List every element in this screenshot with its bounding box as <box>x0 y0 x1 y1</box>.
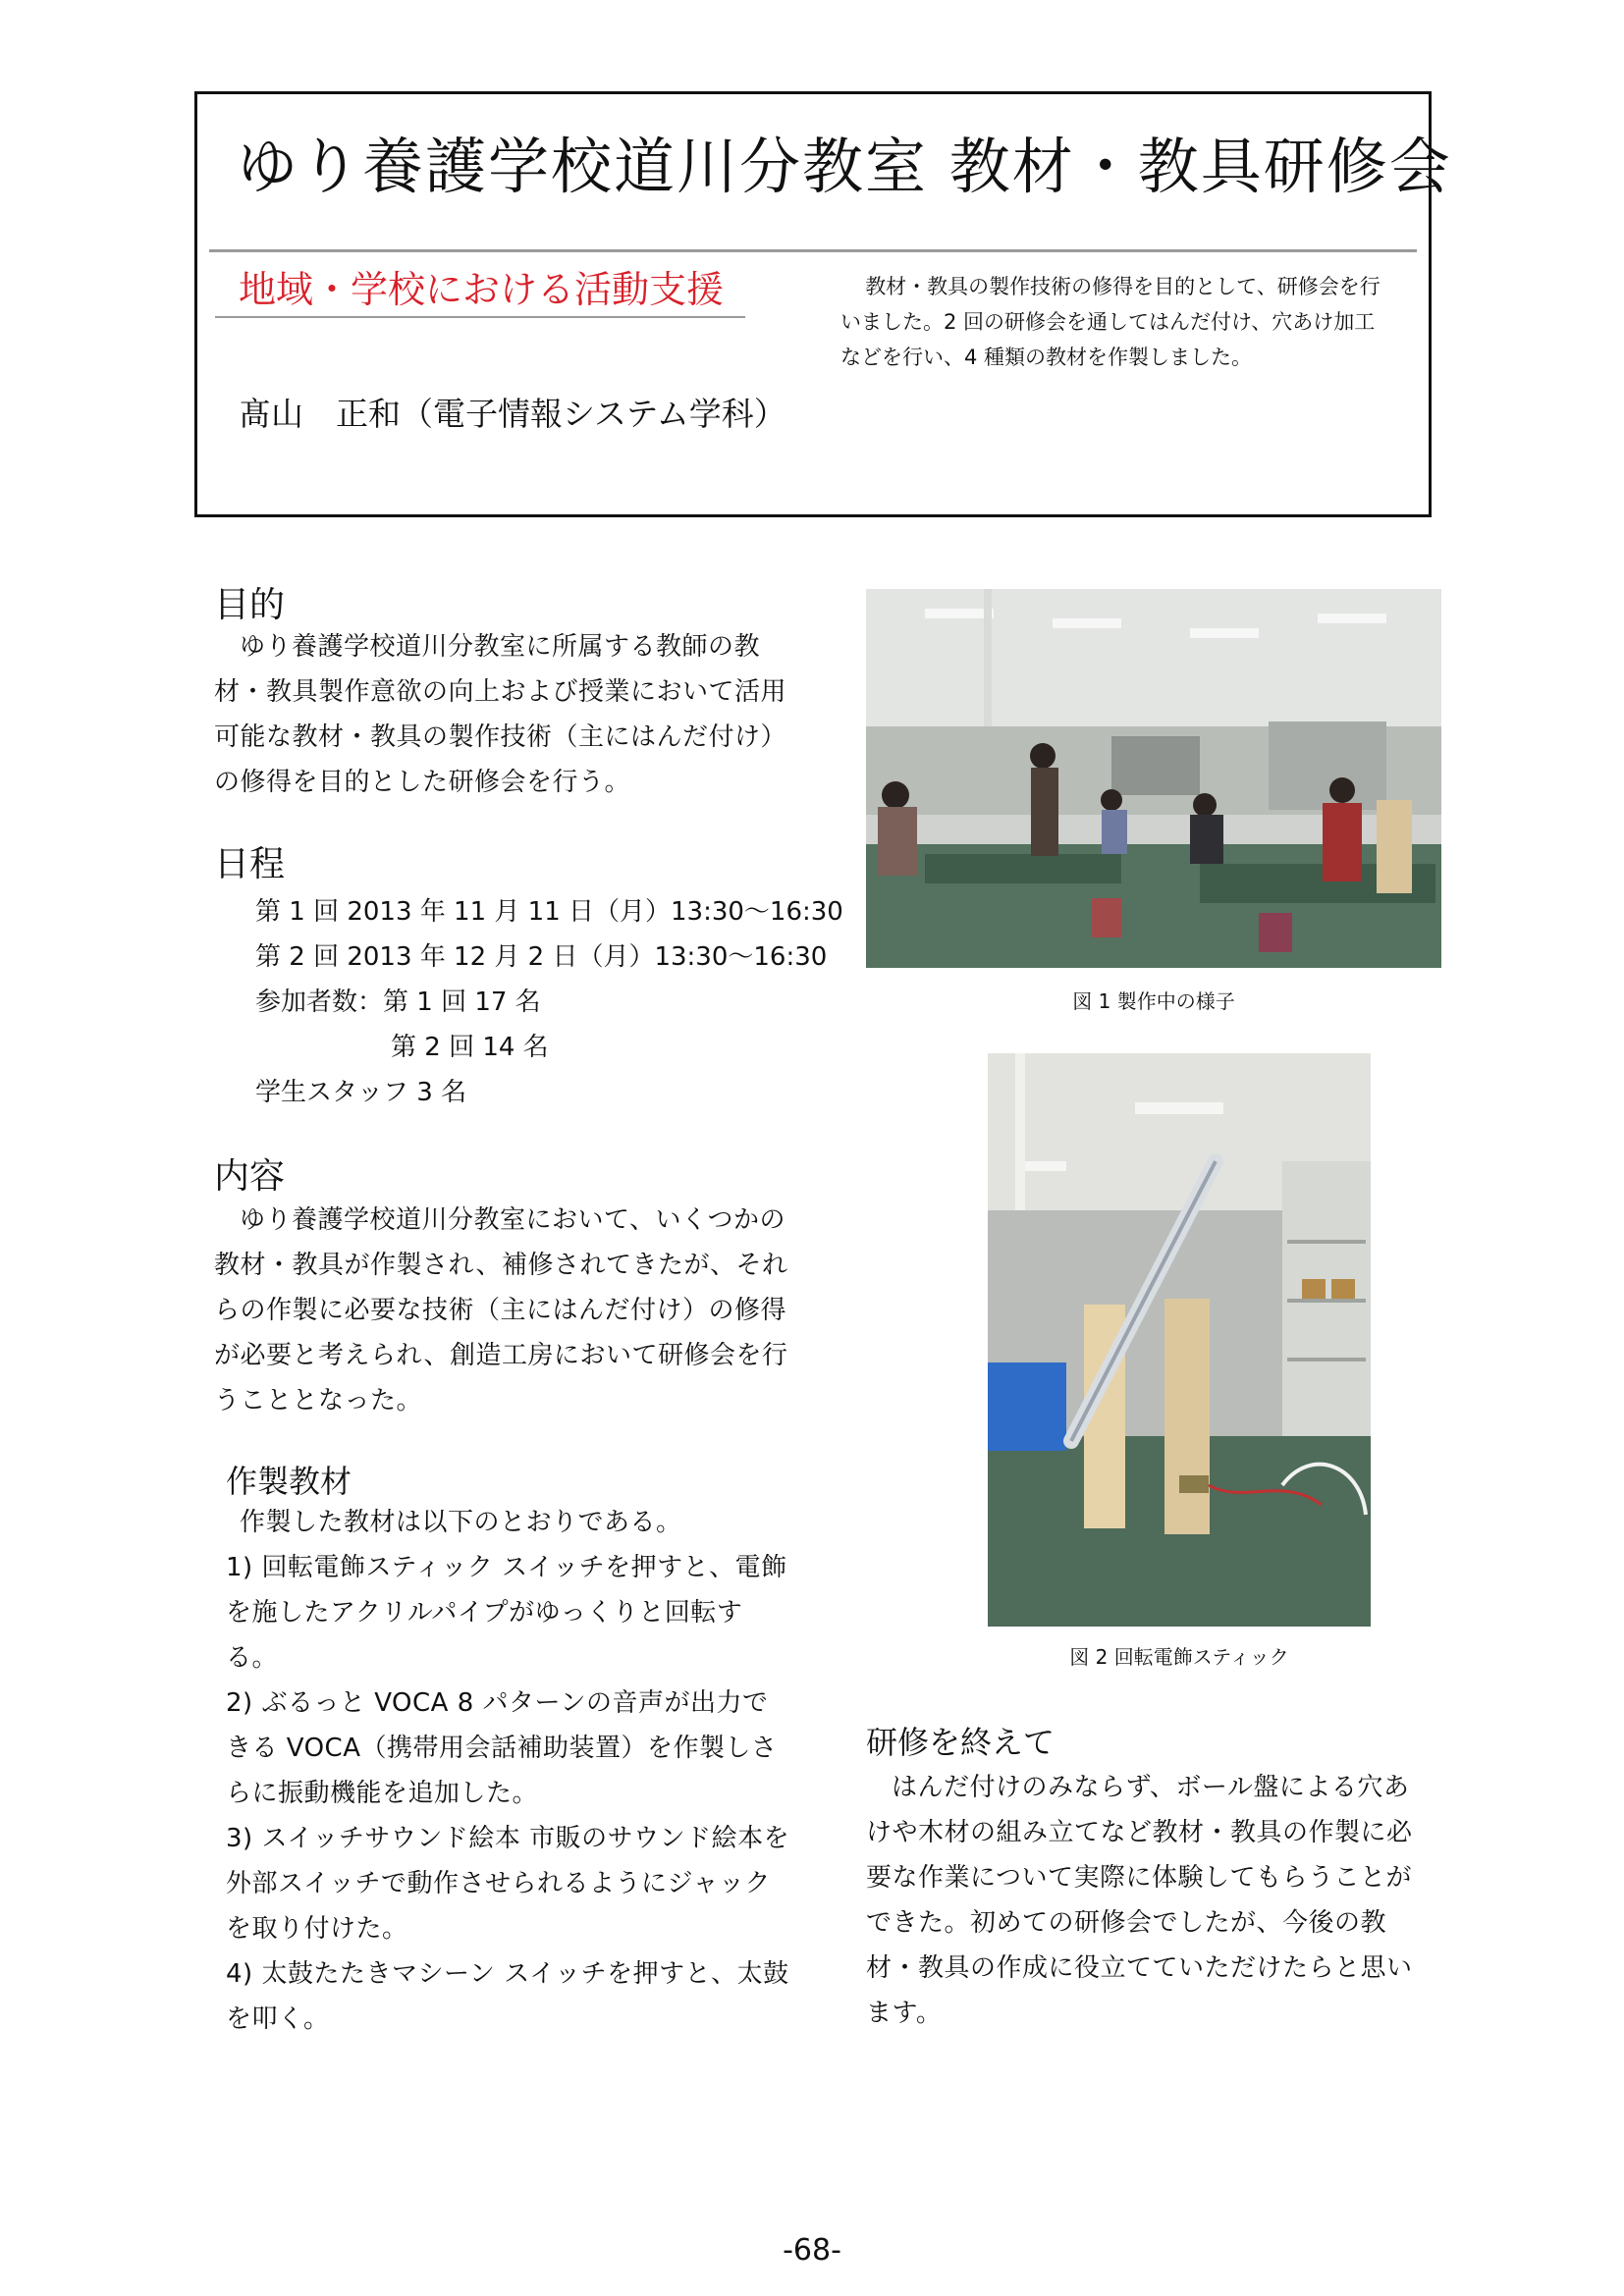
materials-intro: 作製した教材は以下のとおりである。 <box>240 1508 682 1537</box>
page-number: -68- <box>783 2233 841 2268</box>
schedule-session-1: 第 1 回 2013 年 11 月 11 日（月）13:30〜16:30 <box>255 897 843 927</box>
participants-first: 参加者数：第 1 回 17 名 <box>255 988 541 1017</box>
figure-2-caption: 図 2 回転電飾スティック <box>1069 1645 1289 1669</box>
materials-item-2: 2) ぶるっと VOCA 8 パターンの音声が出力できる VOCA（携帯用会話補助装置）を作製しさらに振動機能を追加した。 <box>226 1688 778 1808</box>
materials-item-3: 3) スイッチサウンド絵本 市販のサウンド絵本を外部スイッチで動作させられるようにジャックを取り付けた。 <box>226 1824 790 1944</box>
materials-item-1: 1) 回転電飾スティック スイッチを押すと、電飾を施したアクリルパイプがゆっくりと回転する。 <box>226 1553 787 1673</box>
materials-item-4: 4) 太鼓たたきマシーン スイッチを押すと、太鼓を叩く。 <box>226 1959 789 2034</box>
conclusion-text: はんだ付けのみならず、ボール盤による穴あけや木材の組み立てなど教材・教具の作製に必要な作業について実際に体験してもらうことができた。初めての研修会でしたが、今後の教材・教具の作成に役立てていただけたらと思います。 <box>866 1773 1413 2028</box>
content-text: ゆり養護学校道川分教室において、いくつかの教材・教具が作製され、補修されてきたが、それらの作製に必要な技術（主にはんだ付け）の修得が必要と考えられ、創造工房において研修会を行うこととなった。 <box>214 1205 788 1415</box>
title-divider <box>209 249 1417 252</box>
category-divider <box>215 316 745 318</box>
participants-second: 第 2 回 14 名 <box>391 1033 549 1062</box>
author-line: 髙山 正和（電子情報システム学科） <box>239 395 786 433</box>
category-label: 地域・学校における活動支援 <box>239 268 725 311</box>
page-title: ゆり養護学校道川分教室 教材・教具研修会 <box>237 131 1452 202</box>
purpose-heading: 目的 <box>214 585 286 625</box>
purpose-text: ゆり養護学校道川分教室に所属する教師の教材・教具製作意欲の向上および授業において活用可能な教材・教具の製作技術（主にはんだ付け）の修得を目的とした研修会を行う。 <box>214 632 787 797</box>
header-box <box>194 91 1452 517</box>
materials-heading: 作製教材 <box>226 1463 352 1500</box>
summary-text: 教材・教具の製作技術の修得を目的として、研修会を行いました。2 回の研修会を通してはんだ付け、穴あけ加工などを行い、4 種類の教材を作製しました。 <box>840 275 1380 369</box>
workshop-photo-image <box>866 589 1441 968</box>
figure-2-photo <box>988 1053 1371 1627</box>
schedule-heading: 日程 <box>214 844 286 884</box>
conclusion-heading: 研修を終えて <box>866 1724 1056 1761</box>
figure-1-caption: 図 1 製作中の様子 <box>1072 989 1235 1013</box>
content-heading: 内容 <box>214 1156 286 1197</box>
student-staff: 学生スタッフ 3 名 <box>255 1078 467 1107</box>
rotating-stick-photo-image <box>988 1053 1371 1627</box>
figure-1-photo <box>866 589 1441 968</box>
schedule-session-2: 第 2 回 2013 年 12 月 2 日（月）13:30〜16:30 <box>255 942 828 972</box>
